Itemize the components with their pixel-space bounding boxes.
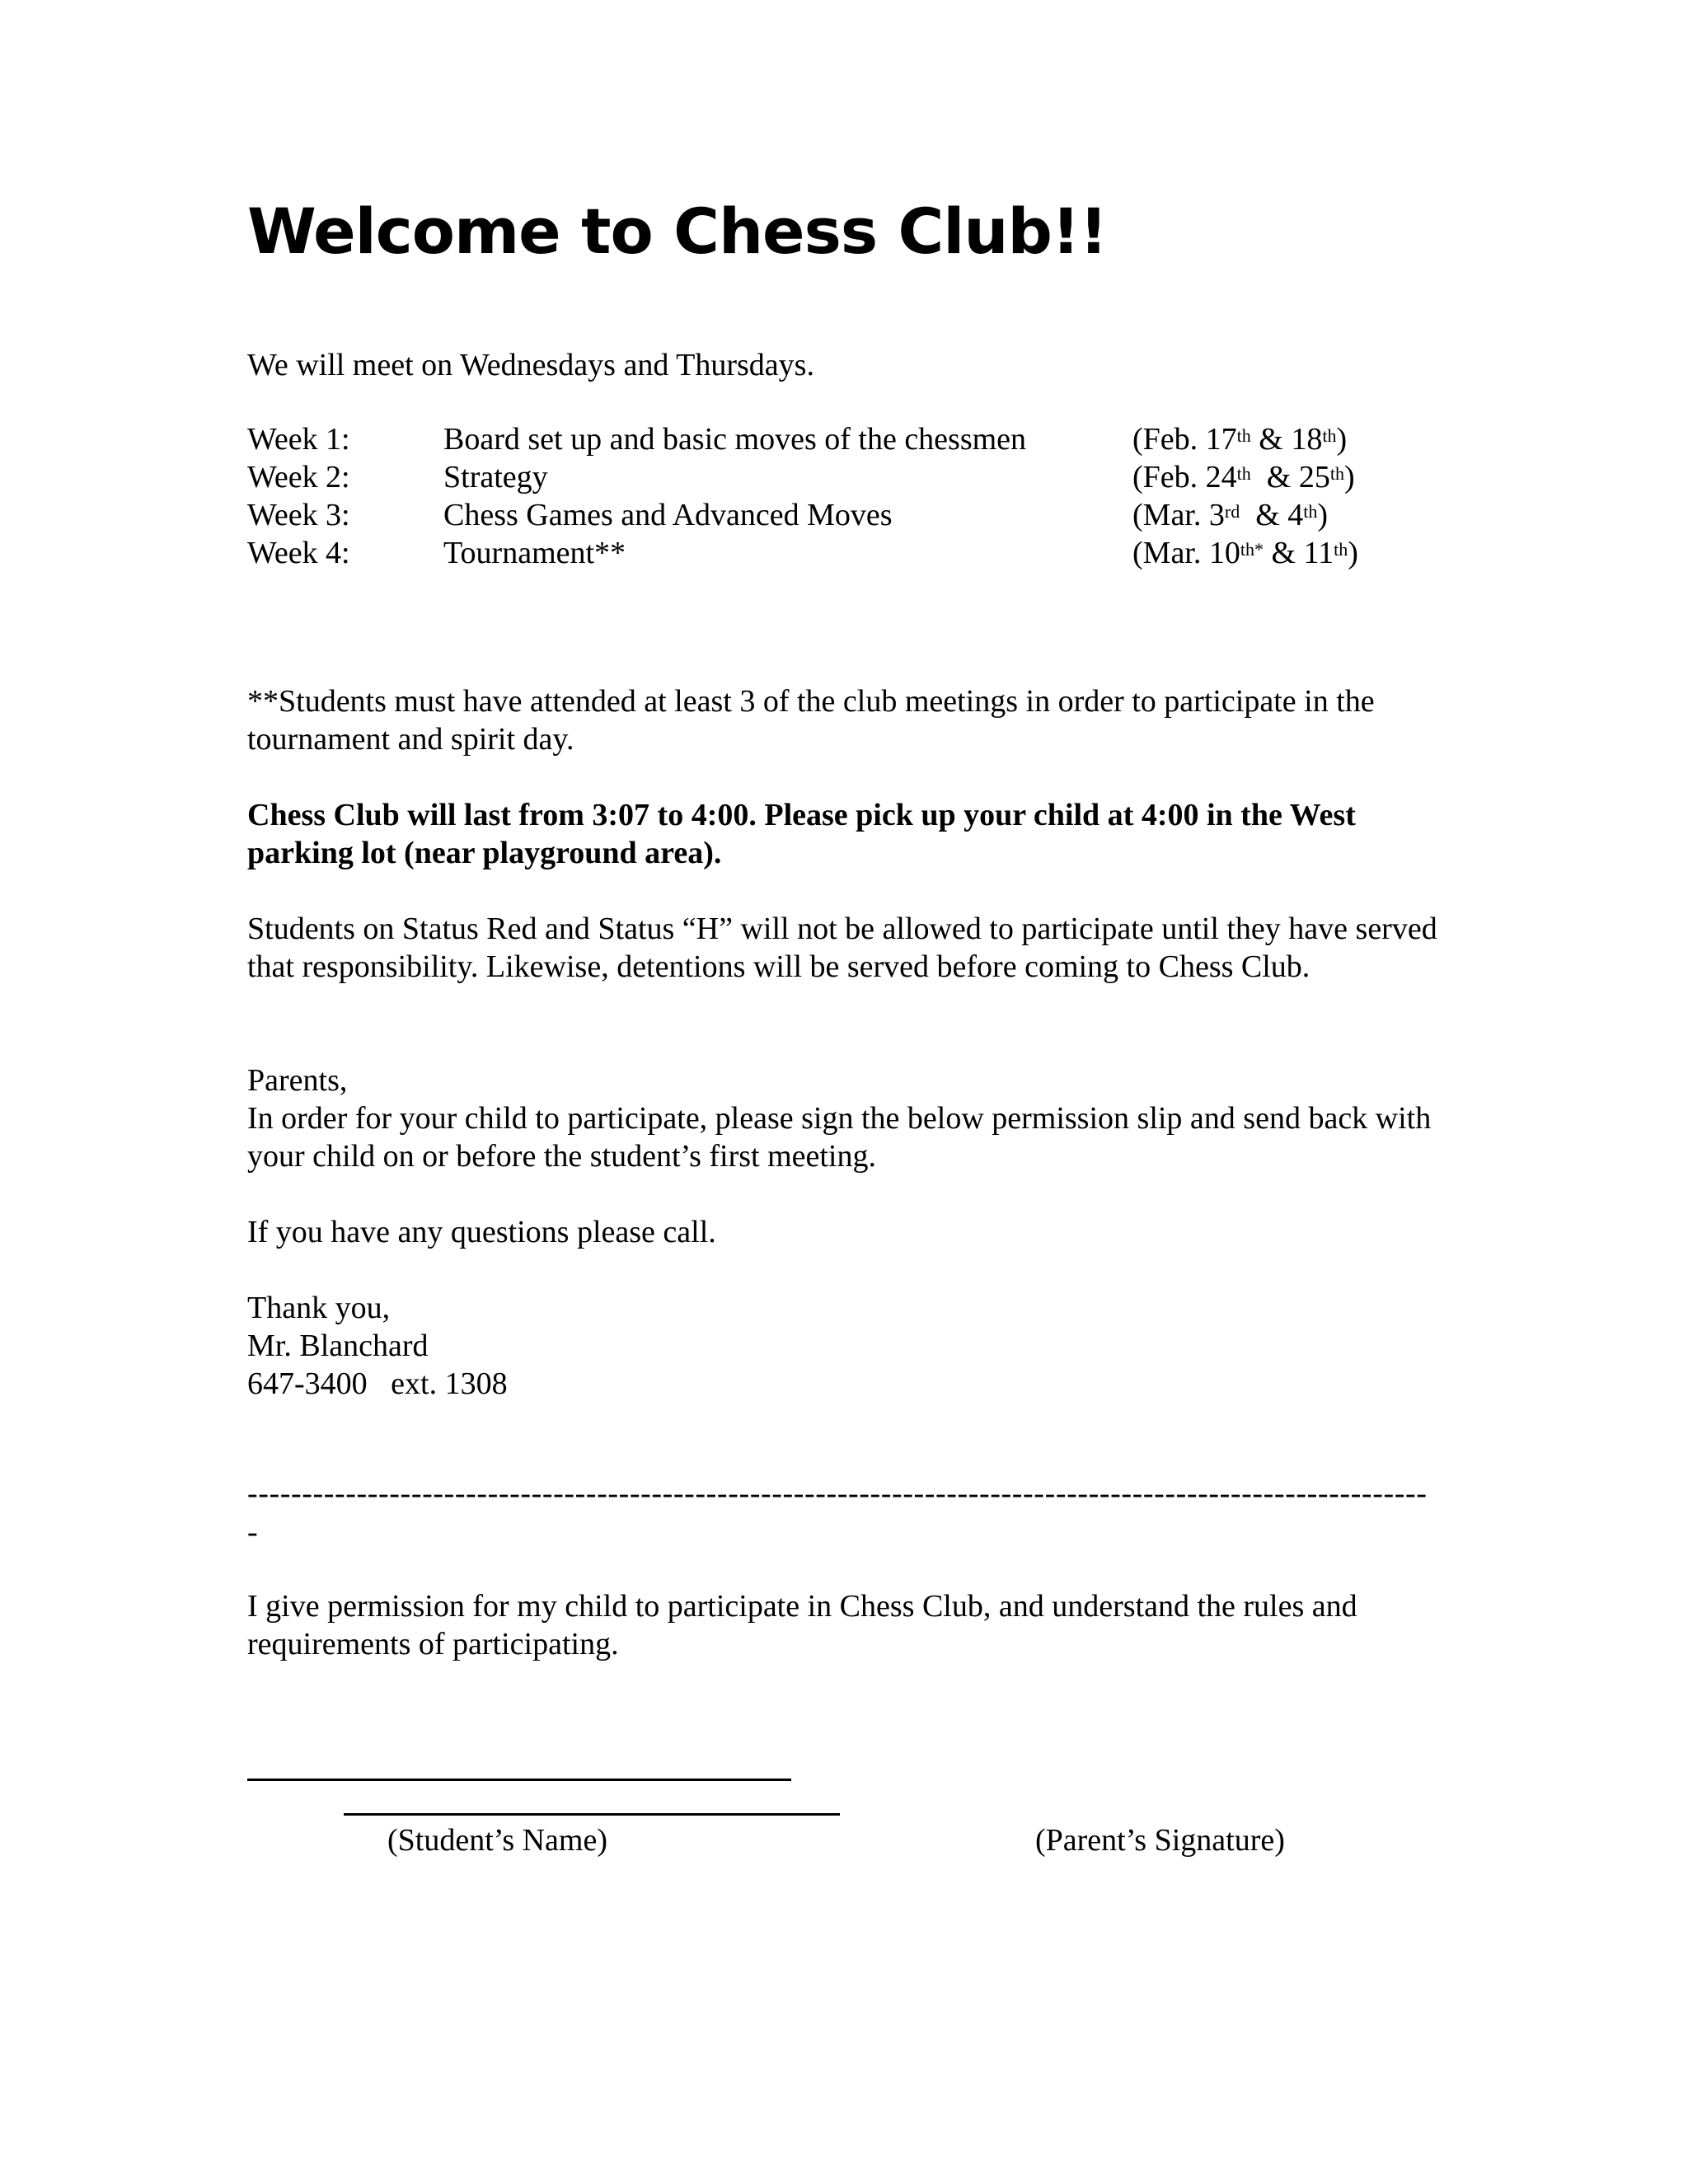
pickup-notice: Chess Club will last from 3:07 to 4:00. Please pick up your child at 4:00 in the West parking lot (near playground area). [247,798,1356,870]
cut-line-end: - [247,1515,258,1549]
intro-text: We will meet on Wednesdays and Thursdays. [247,348,814,382]
week-topic: Board set up and basic moves of the chessmen [443,422,1027,457]
week-label: Week 1: [247,422,350,457]
week-date: (Feb. 17th & 18th) [1132,422,1348,457]
permission-statement: I give permission for my child to participate in Chess Club, and understand the rules and requirements of participating. [247,1589,1357,1661]
parent-signature-label: (Parent’s Signature) [1035,1823,1285,1858]
week-label: Week 3: [247,498,350,532]
student-name-line[interactable] [247,1779,791,1781]
signer-phone: 647-3400 ext. 1308 [247,1366,508,1401]
week-date: (Mar. $10^{th*}$ & 11th) [1132,536,1358,570]
week-topic: Strategy [443,460,548,494]
week-label: Week 4: [247,536,350,570]
parent-signature-line[interactable] [344,1813,840,1816]
week-topic: Chess Games and Advanced Moves [443,498,893,532]
cut-line: ------------------------------------------------------------------------------------------------------------ [247,1476,1428,1511]
signer-name: Mr. Blanchard [247,1329,429,1363]
tournament-footnote: **Students must have attended at least 3 of the club meetings in order to participate in the tournament and spirit day. [247,684,1375,757]
closing-text: Thank you, [247,1291,391,1325]
week-date: (Feb. 24th & 25th) [1132,460,1355,494]
week-topic: Tournament** [443,536,626,570]
week-date: (Mar. 3rd & 4th) [1132,498,1329,532]
parents-greeting: Parents, [247,1063,348,1098]
questions-text: If you have any questions please call. [247,1215,716,1249]
status-note: Students on Status Red and Status “H” will not be allowed to participate until they have served that responsibility. Likewise, detentions will be served before coming to Chess Club. [247,912,1437,984]
week-label: Week 2: [247,460,350,494]
parents-instructions: In order for your child to participate, please sign the below permission slip and send back with your child on or before the student’s first meeting. [247,1101,1432,1174]
page-title: Welcome to Chess Club!! [247,194,1108,268]
student-name-label: (Student’s Name) [387,1823,608,1858]
